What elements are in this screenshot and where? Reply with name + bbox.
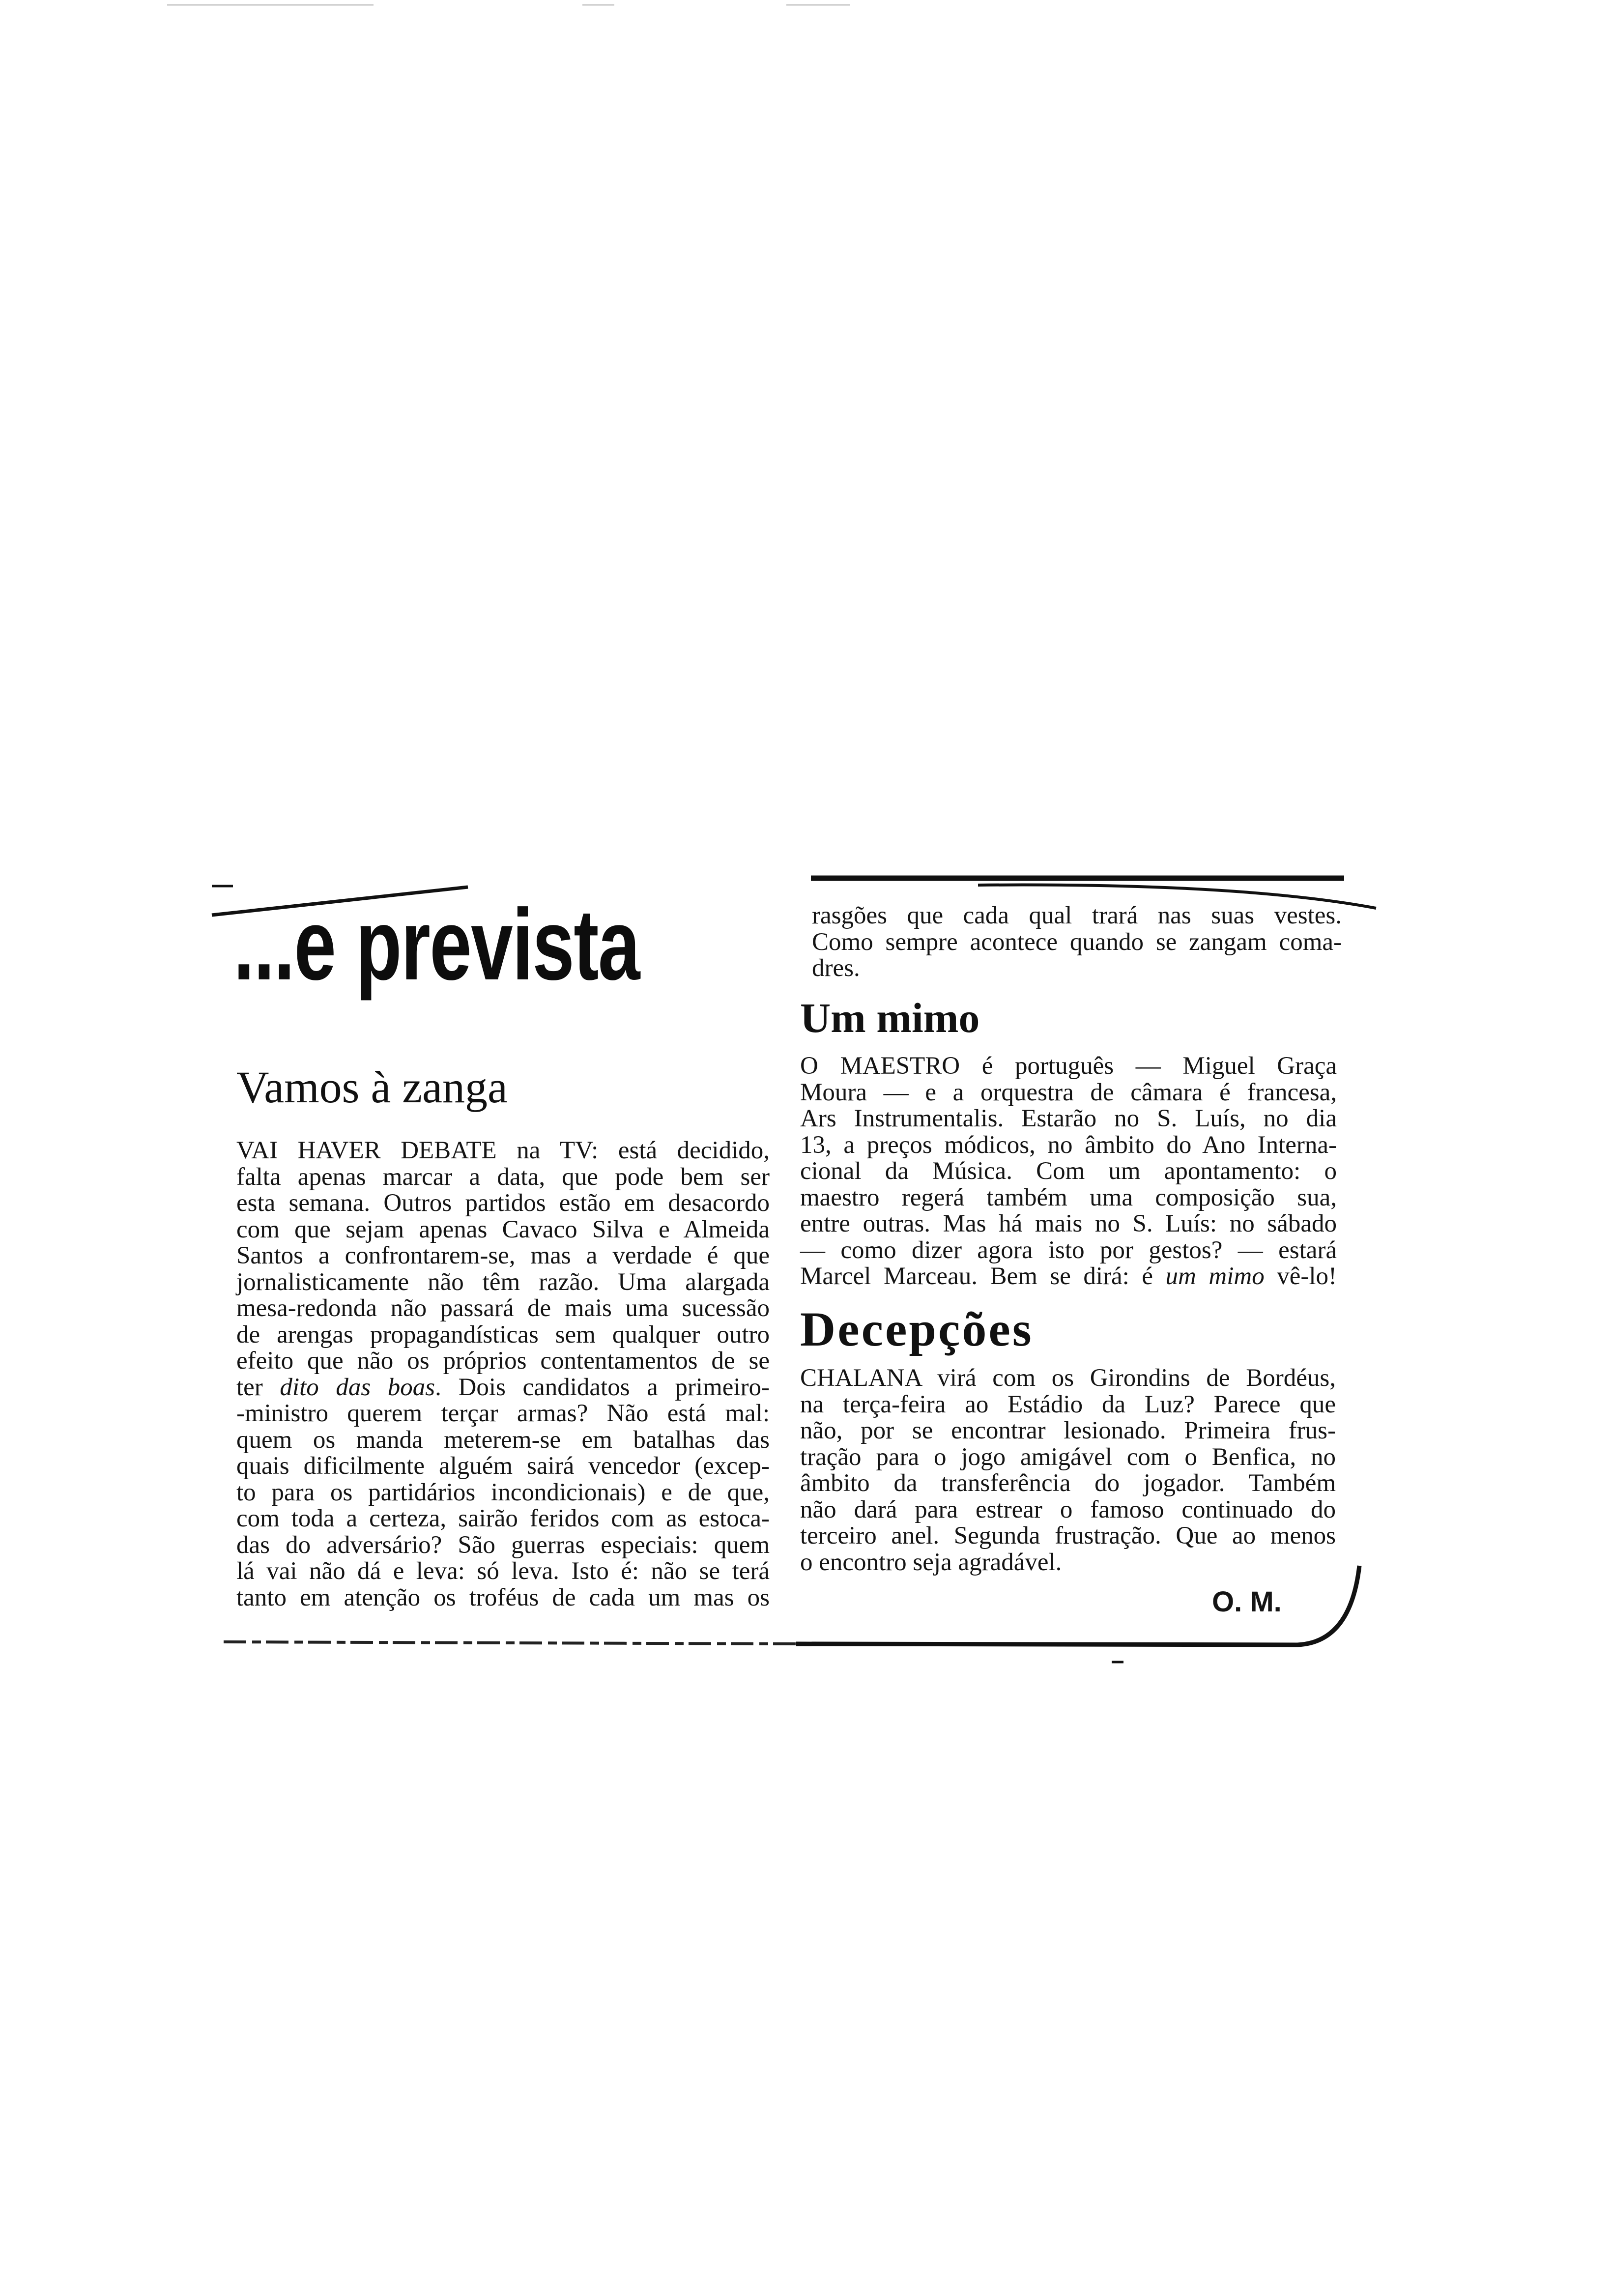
text-line: o encontro seja agradável.	[800, 1548, 1062, 1576]
text-line: falta apenas marcar a data, que pode bem ser	[236, 1163, 770, 1191]
text-line: VAI HAVER DEBATE na TV: está decidido,	[236, 1137, 770, 1164]
text-line: terceiro anel. Segunda frustração. Que ao menos	[800, 1522, 1336, 1550]
page-title: ...e prevista	[233, 889, 639, 1002]
text-line: tanto em atenção os troféus de cada um mas os	[236, 1583, 770, 1611]
text-line: com toda a certeza, sairão feridos com as estoca-	[236, 1505, 770, 1532]
text-line: — como dizer agora isto por gestos? — estará	[800, 1236, 1337, 1264]
text-line: tração para o jogo amigável com o Benfica, no	[800, 1443, 1336, 1471]
text-line: dres.	[812, 954, 860, 982]
text-line: das do adversário? São guerras especiais: quem	[236, 1531, 770, 1559]
text-line: lá vai não dá e leva: só leva. Isto é: não se terá	[236, 1557, 770, 1585]
text-line: O MAESTRO é português — Miguel Graça	[800, 1052, 1337, 1080]
text-line: âmbito da transferência do jogador. Também	[800, 1469, 1336, 1497]
text-segment: ter	[236, 1373, 280, 1401]
text-line: to para os partidários incondicionais) e de que,	[236, 1478, 770, 1506]
author-signature: O. M.	[1212, 1586, 1282, 1618]
text-line: esta semana. Outros partidos estão em desacordo	[236, 1189, 770, 1217]
text-line: jornalisticamente não têm razão. Uma alargada	[236, 1268, 770, 1296]
continuation-body	[812, 903, 1342, 982]
text-line	[800, 1263, 1337, 1290]
text-line: CHALANA virá com os Girondins de Bordéus,	[800, 1364, 1336, 1392]
text-line: Como sempre acontece quando se zangam coma-	[812, 928, 1342, 956]
text-line: quais dificilmente alguém sairá vencedor (excep-	[236, 1452, 770, 1480]
text-line: na terça-feira ao Estádio da Luz? Parece que	[800, 1390, 1336, 1418]
text-line: -ministro querem terçar armas? Não está mal:	[236, 1400, 770, 1427]
text-segment: . Dois candidatos a primeiro-	[435, 1373, 770, 1401]
article-body	[800, 1053, 1337, 1290]
text-line: rasgões que cada qual trará nas suas vestes.	[812, 902, 1342, 929]
text-line: 13, a preços módicos, no âmbito do Ano Interna-	[800, 1131, 1337, 1159]
article-body	[800, 1365, 1336, 1576]
text-line: quem os manda meterem-se em batalhas das	[236, 1426, 770, 1454]
text-line: não, por se encontrar lesionado. Primeira frus-	[800, 1417, 1336, 1444]
article-heading: Decepções	[800, 1302, 1034, 1356]
text-line: não dará para estrear o famoso continuado do	[800, 1495, 1336, 1523]
article-heading: Vamos à zanga	[236, 1062, 508, 1112]
left-bottom-rule	[224, 1642, 796, 1644]
text-line: Santos a confrontarem-se, mas a verdade é que	[236, 1242, 770, 1269]
text-line: Moura — e a orquestra de câmara é francesa,	[800, 1078, 1337, 1106]
text-line: com que sejam apenas Cavaco Silva e Almeida	[236, 1215, 770, 1243]
text-line: de arengas propagandísticas sem qualquer outro	[236, 1320, 770, 1349]
text-segment: Marcel Marceau. Bem se dirá: é	[800, 1263, 1166, 1290]
text-line: maestro regerá também uma composição sua,	[800, 1183, 1337, 1211]
text-line: efeito que não os próprios contentamentos de se	[236, 1347, 770, 1375]
text-line: mesa-redonda não passará de mais uma sucessão	[236, 1294, 770, 1322]
article-body	[236, 1138, 770, 1611]
article-heading: Um mimo	[800, 994, 980, 1041]
text-segment: vê-lo!	[1264, 1263, 1337, 1290]
text-line	[236, 1375, 770, 1401]
text-line: Ars Instrumentalis. Estarão no S. Luís, no dia	[800, 1105, 1337, 1132]
italic-phrase: um mimo	[1165, 1263, 1265, 1290]
italic-phrase: dito das boas	[280, 1373, 435, 1401]
text-line: cional da Música. Com um apontamento: o	[800, 1157, 1337, 1185]
text-line: entre outras. Mas há mais no S. Luís: no sábado	[800, 1210, 1337, 1237]
